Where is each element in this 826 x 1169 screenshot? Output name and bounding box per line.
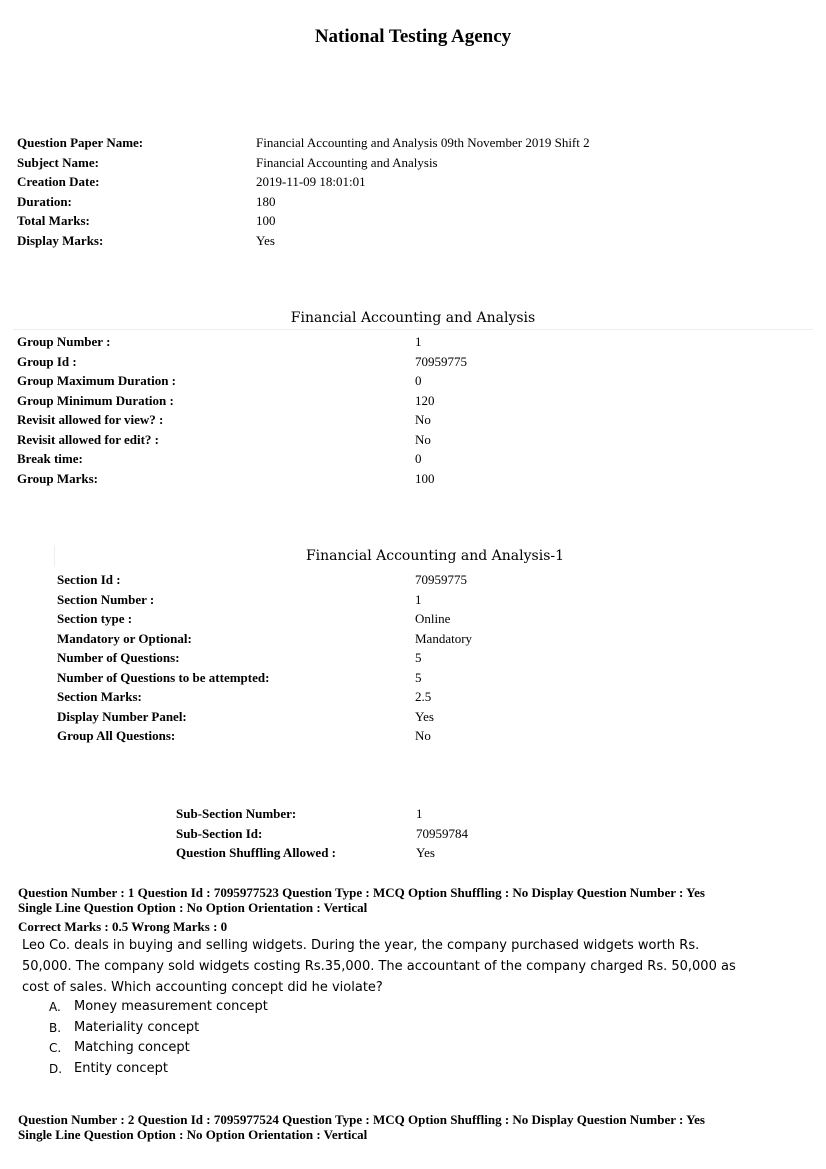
group-info-key: Group Marks: xyxy=(17,470,99,486)
paper-info-key: Display Marks: xyxy=(17,232,104,248)
section-info-key: Mandatory or Optional: xyxy=(57,630,192,646)
paper-info-key: Subject Name: xyxy=(17,154,99,170)
section-info-value: 70959775 xyxy=(415,572,467,587)
subsection-info-key: Sub-Section Number: xyxy=(176,806,297,821)
subsection-info-value: 1 xyxy=(416,806,423,821)
question-1-header xyxy=(18,886,808,915)
paper-info-value: 100 xyxy=(256,213,276,228)
section-info-row xyxy=(57,707,807,727)
group-info-row xyxy=(17,371,807,391)
question-1-text-line: 50,000. The company sold widgets costing Rs.35,000. The accountant of the company charged Rs. 50,000 as xyxy=(22,959,736,974)
option-text: Entity concept xyxy=(74,1060,168,1076)
paper-info-key: Total Marks: xyxy=(17,213,90,228)
option-text: Money measurement concept xyxy=(74,999,268,1014)
page-title: National Testing Agency xyxy=(314,26,512,47)
group-info-key: Revisit allowed for view? : xyxy=(17,412,164,427)
paper-info-value: Financial Accounting and Analysis 09th November 2019 Shift 2 xyxy=(256,135,590,150)
question-1-text-line: cost of sales. Which accounting concept did he violate? xyxy=(22,980,383,995)
section-info-row xyxy=(57,629,807,649)
paper-info-value: Financial Accounting and Analysis xyxy=(256,154,438,170)
subsection-info-row xyxy=(176,843,806,863)
group-info-row xyxy=(17,449,807,469)
subsection-info-key: Question Shuffling Allowed : xyxy=(176,845,337,860)
paper-info-table xyxy=(17,133,807,250)
section-info-key: Group All Questions: xyxy=(57,728,176,743)
paper-info-row xyxy=(17,211,807,231)
group-info-row xyxy=(17,430,807,450)
option-label: C. xyxy=(49,1041,62,1056)
section-info-value: No xyxy=(415,728,431,743)
group-info-value: 1 xyxy=(415,334,422,349)
section-info-row xyxy=(57,590,807,610)
option-text: Materiality concept xyxy=(74,1019,200,1035)
question-1-header-line1: Question Number : 1 Question Id : 7095977523 Question Type : MCQ Option Shuffling : No Display Question Number : Yes xyxy=(18,885,705,900)
subsection-info-value: Yes xyxy=(416,845,435,860)
paper-info-key: Creation Date: xyxy=(17,174,100,189)
subsection-info-value: 70959784 xyxy=(416,825,468,841)
paper-info-value: 180 xyxy=(256,193,276,209)
section-info-value: Mandatory xyxy=(415,630,473,646)
group-info-row xyxy=(17,332,807,352)
section-info-key: Number of Questions to be attempted: xyxy=(57,669,270,685)
section-info-key: Display Number Panel: xyxy=(57,708,187,724)
paper-info-value: Yes xyxy=(256,232,275,248)
group-info-key: Group Id : xyxy=(17,353,77,369)
question-1-marks: Correct Marks : 0.5 Wrong Marks : 0 xyxy=(18,919,228,934)
paper-info-row xyxy=(17,231,807,251)
group-info-table xyxy=(17,332,807,488)
group-info-key: Group Minimum Duration : xyxy=(17,392,174,408)
section-info-key: Section type : xyxy=(57,611,133,626)
question-1-header-line2: Single Line Question Option : No Option Orientation : Vertical xyxy=(18,899,368,915)
option-label: A. xyxy=(49,1000,61,1014)
section-info-key: Section Marks: xyxy=(57,689,142,704)
paper-info-row xyxy=(17,172,807,192)
group-info-value: 0 xyxy=(415,451,422,466)
section-info-row xyxy=(57,687,807,707)
paper-info-row xyxy=(17,192,807,212)
section-info-row xyxy=(57,570,807,590)
group-info-row xyxy=(17,352,807,372)
section-info-row xyxy=(57,609,807,629)
group-info-row xyxy=(17,469,807,489)
paper-info-key: Question Paper Name: xyxy=(17,135,144,150)
section-info-value: Online xyxy=(415,611,451,626)
section-info-value: 2.5 xyxy=(415,689,432,704)
group-info-row xyxy=(17,410,807,430)
subsection-info-table xyxy=(176,804,806,863)
group-info-row xyxy=(17,391,807,411)
question-1-text-line: Leo Co. deals in buying and selling widgets. During the year, the company purchased widgets worth Rs. xyxy=(22,938,700,953)
group-info-value: 100 xyxy=(415,470,435,486)
section-info-table xyxy=(57,570,807,746)
group-info-key: Group Maximum Duration : xyxy=(17,373,177,388)
section-info-value: 5 xyxy=(415,650,422,665)
section-info-key: Section Number : xyxy=(57,591,155,607)
question-2-header-line1: Question Number : 2 Question Id : 7095977524 Question Type : MCQ Option Shuffling : No Display Question Number : Yes xyxy=(18,1112,705,1127)
paper-info-row xyxy=(17,153,807,173)
group-info-key: Break time: xyxy=(17,451,83,466)
group-info-key: Group Number : xyxy=(17,334,111,349)
section-info-row xyxy=(57,726,807,746)
paper-info-key: Duration: xyxy=(17,193,72,209)
question-2-header-line2: Single Line Question Option : No Option Orientation : Vertical xyxy=(18,1126,368,1142)
subsection-info-key: Sub-Section Id: xyxy=(176,825,263,841)
section-info-value: Yes xyxy=(415,708,434,724)
option-label: B. xyxy=(49,1020,62,1035)
paper-info-value: 2019-11-09 18:01:01 xyxy=(256,174,366,189)
section-info-key: Number of Questions: xyxy=(57,650,180,665)
paper-info-row xyxy=(17,133,807,153)
section-info-row xyxy=(57,648,807,668)
subsection-info-row xyxy=(176,824,806,844)
option-label: D. xyxy=(49,1061,63,1076)
section-info-key: Section Id : xyxy=(57,572,121,587)
question-2-header xyxy=(18,1113,808,1142)
section-info-row xyxy=(57,668,807,688)
group-info-key: Revisit allowed for edit? : xyxy=(17,431,160,447)
group-info-value: No xyxy=(415,431,431,447)
section-info-value: 1 xyxy=(415,591,422,607)
group-info-value: 0 xyxy=(415,373,422,388)
group-info-value: No xyxy=(415,412,431,427)
option-text: Matching concept xyxy=(74,1040,190,1056)
group-title: Financial Accounting and Analysis xyxy=(13,307,813,330)
group-info-value: 120 xyxy=(415,392,435,408)
question-1-text xyxy=(22,935,742,998)
group-info-value: 70959775 xyxy=(415,353,467,369)
section-title: Financial Accounting and Analysis-1 xyxy=(54,545,815,567)
subsection-info-row xyxy=(176,804,806,824)
section-info-value: 5 xyxy=(415,669,422,685)
